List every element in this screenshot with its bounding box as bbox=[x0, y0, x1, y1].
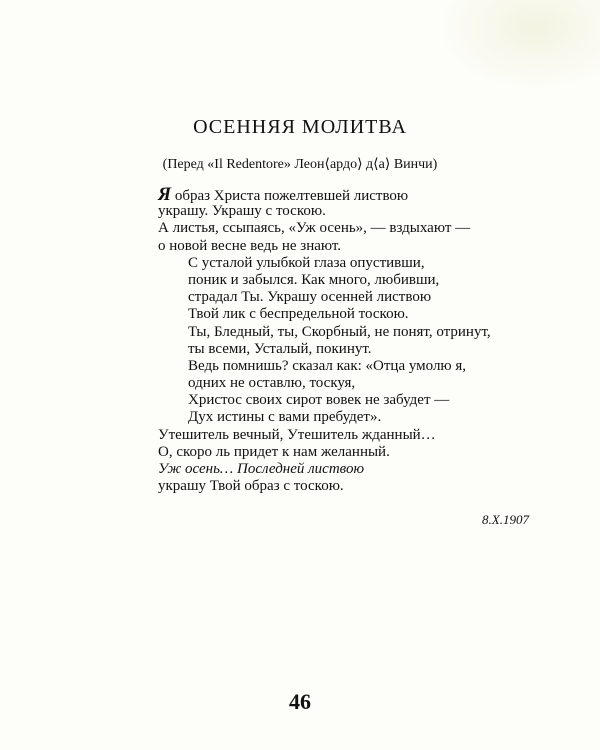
poem-line: Дух истины с вами пребудет». bbox=[188, 409, 382, 426]
poem-line: Ты, Бледный, ты, Скорбный, не понят, отринут, bbox=[188, 323, 491, 340]
poem-line: о новой весне ведь не знают. bbox=[158, 237, 342, 254]
poem-line: Утешитель вечный, Утешитель жданный… bbox=[158, 426, 436, 443]
poem-subtitle: (Перед «Il Redentore» Леон⟨ардо⟩ д⟨а⟩ Винчи) bbox=[162, 157, 438, 172]
poem-line: украшу Твой образ с тоскою. bbox=[158, 478, 344, 495]
poem-line: страдал Ты. Украшу осенней листвою bbox=[188, 289, 432, 306]
poem-body bbox=[158, 186, 558, 495]
poem-line: Уж осень… Последней листвою bbox=[158, 461, 365, 477]
first-line-text: образ Христа пожелтевшей листвою bbox=[171, 188, 409, 204]
poem-line: С усталой улыбкой глаза опустивши, bbox=[188, 254, 425, 271]
bleed-through-shadow bbox=[440, 0, 600, 90]
poem-line: одних не оставлю, тоскуя, bbox=[188, 375, 356, 392]
drop-cap: Я bbox=[158, 184, 172, 205]
poem-title: ОСЕННЯЯ МОЛИТВА bbox=[193, 116, 407, 138]
poem-date: 8.X.1907 bbox=[482, 512, 529, 527]
poem-line-1 bbox=[158, 186, 558, 203]
page-number: 46 bbox=[289, 689, 311, 714]
poem-line: Ведь помнишь? сказал как: «Отца умолю я, bbox=[188, 357, 467, 374]
poem-line: украшу. Украшу с тоскою. bbox=[158, 203, 326, 220]
poem-line: Христос своих сирот вовек не забудет — bbox=[188, 392, 450, 409]
poem-line: поник и забылся. Как много, любивши, bbox=[188, 271, 440, 288]
poem-line: О, скоро ль придет к нам желанный. bbox=[158, 443, 390, 460]
poem-line: Твой лик с беспредельной тоскою. bbox=[188, 306, 409, 323]
poem-line: А листья, ссыпаясь, «Уж осень», — вздыхают — bbox=[158, 220, 471, 237]
poem-line: ты всеми, Усталый, покинут. bbox=[188, 340, 372, 357]
